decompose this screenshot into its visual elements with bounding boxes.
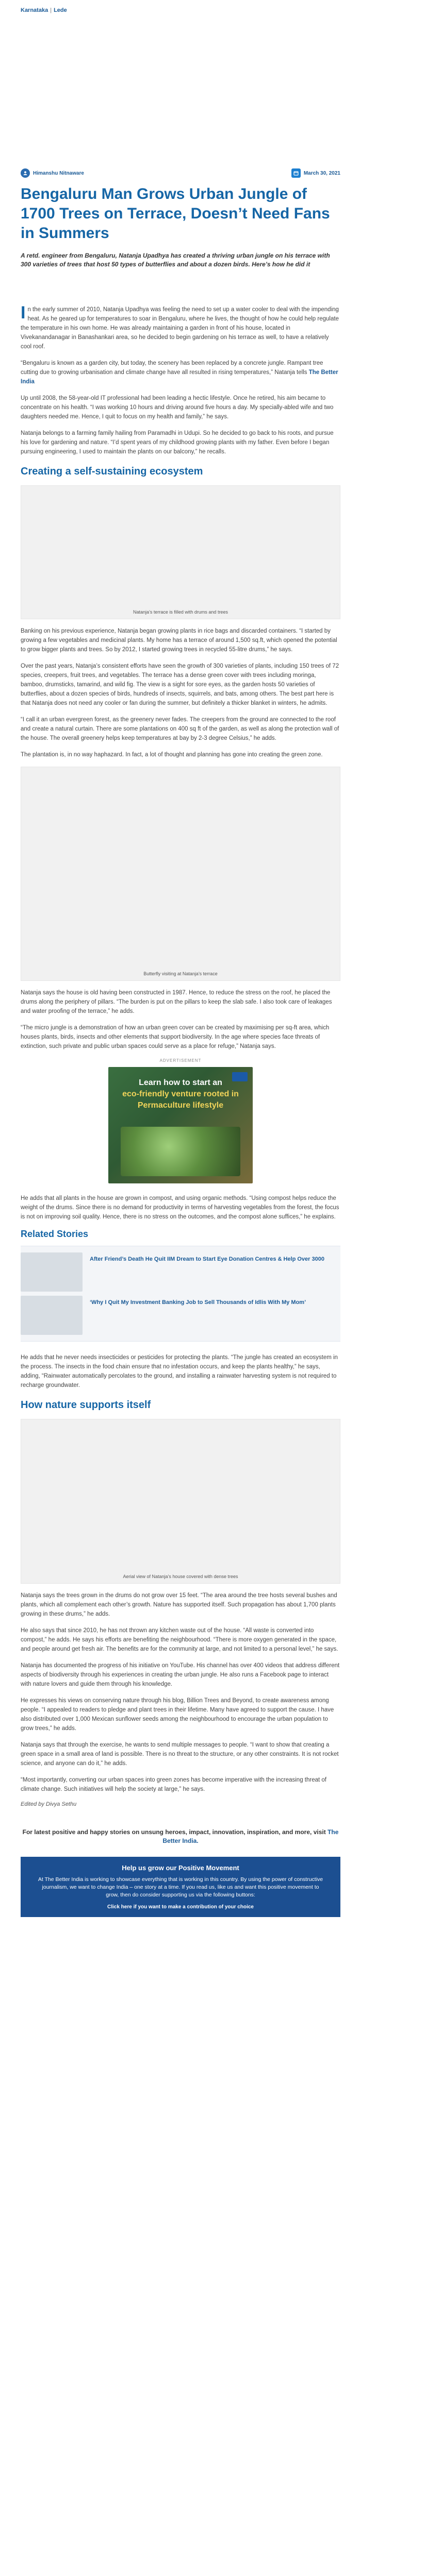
ad-line: eco-friendly venture rooted in [122, 1090, 239, 1098]
support-box [21, 1857, 340, 1917]
breadcrumb-item-karnataka[interactable]: Karnataka [21, 7, 48, 13]
ad-photo [121, 1127, 240, 1176]
calendar-icon [291, 168, 301, 178]
related-story-title[interactable]: After Friend’s Death He Quit IIM Dream to Start Eye Donation Centres & Help Over 3000 [90, 1256, 324, 1262]
paragraph: Up until 2008, the 58-year-old IT professional had been leading a hectic lifestyle. Once he retired, his aim became to concentrate on his health. “I was working 10 hours and driving around five hours a day. My specially-abled wife and two daughters needed me. Hence, I quit to focus on my health and family,” he says. [21, 395, 334, 420]
paragraph: He expresses his views on conserving nature through his blog, Billion Trees and Beyond, to create awareness among people. “I appealed to readers to pledge and plant trees in their lifetime. Many have agreed to support the cause. I have also distributed over 1,000 Mexican sunflower seeds among the neighbourhood to encourage the urban population to grow trees,” he adds. [21, 1698, 334, 1732]
section-heading: Creating a self-sustaining ecosystem [21, 466, 203, 477]
related-story-title[interactable]: ‘Why I Quit My Investment Banking Job to Sell Thousands of Idlis With My Mom’ [90, 1299, 306, 1306]
author-name[interactable]: Himanshu Nitnaware [33, 170, 84, 176]
image-caption: Aerial view of Natanja’s house covered with dense trees [123, 1574, 238, 1579]
paragraph: “Most importantly, converting our urban spaces into green zones has become imperative with the increasing threat of climate change. Such initiatives will help the society at large,” he says. [21, 1777, 326, 1792]
paragraph: Natanja has documented the progress of his initiative on YouTube. His channel has over 400 videos that address different aspects of biodiversity through his experiences in creating the urban jungle. He also runs a Facebook page to interact with nature lovers and guide them through his knowledge. [21, 1663, 340, 1687]
article-body [21, 305, 340, 1807]
section-heading: How nature supports itself [21, 1399, 151, 1411]
footer-cta-text: For latest positive and happy stories on unsung heroes, impact, innovation, inspiration, and more, visit [22, 1828, 326, 1836]
related-thumbnail[interactable] [21, 1252, 83, 1292]
paragraph: He also says that since 2010, he has not thrown any kitchen waste out of the house. “All waste is converted into compost,” he adds. He says his efforts are benefiting the neighbourhood. “There is more oxygen generated in the space, and people around get fresh air. The benefits are for the community at large, and not limited to a personal level,” he says. [21, 1628, 338, 1652]
paragraph: In the early summer of 2010, Natanja Upadhya was feeling the need to set up a water cooler to deal with the impending heat. As he geared up for temperatures to soar in Bengaluru, where he lives, the thought of how he could help regulate the temperature in his own home. He was already maintaining a garden in front of his house, located in Vivekanandanagar in Banashankari area, so he decided to begin gardening on his terrace as well, to have a relatively cool roof. [21, 303, 339, 350]
breadcrumb-item-lede[interactable]: Lede [54, 7, 67, 13]
related-stories-heading: Related Stories [21, 1229, 89, 1239]
footer-cta-link[interactable]: The Better India. [162, 1828, 339, 1844]
paragraph: “The micro jungle is a demonstration of how an urban green cover can be created by maximising per sq-ft area, which houses plants, birds, insects and other elements that support biodiversity. In the age where species face threats of extinction, such private and public urban spaces could serve as a place for refuge,” Natanja says. [21, 1025, 330, 1049]
paragraph: “I call it an urban evergreen forest, as the greenery never fades. The creepers from the ground are connected to the roof and create a natural curtain. There are some plantations on 400 sq ft of the garden, as well as along the protection wall of the house. The overall greenery helps keep temperatures at bay by 2-3 degree Celsius,” he adds. [21, 717, 339, 741]
paragraph: Natanja says that through the exercise, he wants to send multiple messages to people. “I want to show that creating a green space in a small area of land is possible. There is no threat to the structure, or any other constraints. It is not rocket science, and anyone can do it,” he adds. [21, 1742, 339, 1767]
user-icon [21, 168, 30, 178]
paragraph: He adds that all plants in the house are grown in compost, and using organic methods. “Using compost helps reduce the weight of the drums. Since there is no demand for productivity in terms of harvesting vegetables from the forest, the focus is not on improving soil quality. Hence, there is no stress on the outcomes, and the compost alone suffices,” he explains. [21, 1195, 339, 1220]
publish-date [291, 168, 340, 178]
ad-headline [121, 1077, 240, 1111]
image-caption: Butterfly visiting at Natanja’s terrace [143, 971, 218, 976]
paragraph: He adds that he never needs insecticides or pesticides for protecting the plants. “The jungle has created an ecosystem in the process. The insects in the food chain ensure that no infestation occurs, and keep the plants healthy,” he says, adding, “Rainwater automatically percolates to the ground, and installing a rainwater harvesting system is not required to recharge groundwater. [21, 1354, 338, 1388]
article-column [21, 0, 340, 1917]
breadcrumb-separator: | [50, 7, 52, 13]
paragraph: Banking on his previous experience, Natanja began growing plants in rice bags and discarded containers. “I started by growing a few vegetables and medicinal plants. My home has a terrace of around 1,500 sq.ft, which opened the potential to grow bigger plants and trees. So by 2012, I started growing trees in recycled 55-litre drums,” he says. [21, 628, 337, 653]
butterfly-image [21, 767, 340, 981]
related-story[interactable] [21, 1250, 340, 1294]
date-text: March 30, 2021 [303, 170, 340, 176]
ad-line: Permaculture lifestyle [137, 1101, 224, 1110]
author-byline[interactable] [21, 168, 84, 178]
image-caption: Natanja’s terrace is filled with drums and trees [133, 609, 228, 615]
related-stories [21, 1246, 340, 1342]
aerial-view-image [21, 1419, 340, 1584]
breadcrumb [21, 0, 340, 13]
paragraph: Natanja belongs to a farming family hailing from Paramadhi in Udupi. So he decided to go back to his roots, and pursue his love for gardening and nature. “I’d spent years of my childhood growing plants with my father. Even before I began pursuing engineering, I used to maintain the plants on our balcony,” he recalls. [21, 430, 334, 455]
related-thumbnail[interactable] [21, 1296, 83, 1335]
advertisement-banner[interactable] [108, 1067, 253, 1183]
paragraph: Natanja says the house is old having been constructed in 1987. Hence, to reduce the stress on the roof, he placed the drums along the periphery of pillars. “The burden is put on the pillars to keep the slab safe. I also took care of leakages and water proofing of the terrace,” he adds. [21, 990, 332, 1014]
advertisement-label: ADVERTISEMENT [159, 1058, 202, 1063]
paragraph: The plantation is, in no way haphazard. In fact, a lot of thought and planning has gone into creating the green zone. [21, 752, 323, 758]
article-subtitle: A retd. engineer from Bengaluru, Natanja Upadhya has created a thriving urban jungle on his terrace with 300 varieties of trees that host 50 types of butterflies and about a dozen birds. Here’s how he did it [21, 252, 330, 268]
the-better-india-link[interactable]: The Better India [21, 369, 338, 385]
ad-line: Learn how to start an [139, 1078, 222, 1087]
contribute-link[interactable]: Click here if you want to make a contribution of your choice [107, 1904, 254, 1910]
paragraph-text: “Bengaluru is known as a garden city, but today, the scenery has been replaced by a concrete jungle. Rampant tree cutting due to growing urbanisation and climate change have all resulted in rising temperatures,” Natanja tells [21, 360, 323, 376]
paragraph [21, 359, 340, 386]
article-title: Bengaluru Man Grows Urban Jungle of 1700 Trees on Terrace, Doesn’t Need Fans in Summers [21, 185, 330, 242]
article-meta [21, 167, 340, 179]
support-body: At The Better India is working to showcase everything that is working in this country. By using the power of constructive journalism, we want to change India – one story at a time. If you read us, like us and want this positive movement to grow, then do consider supporting us via the following buttons: [38, 1876, 323, 1898]
related-story[interactable] [21, 1294, 340, 1337]
hero-image-placeholder [21, 13, 340, 167]
support-heading: Help us grow our Positive Movement [122, 1864, 239, 1872]
paragraph: Natanja says the trees grown in the drums do not grow over 15 feet. “The area around the tree hosts several bushes and plants, which all complement each other’s growth. Nature has supported itself. Such propagation has about 1,700 plants growing in these drums,” he adds. [21, 1592, 337, 1617]
terrace-drums-image [21, 485, 340, 619]
editor-credit: Edited by Divya Sethu [21, 1801, 77, 1807]
footer-cta [21, 1828, 340, 1845]
paragraph: Over the past years, Natanja’s consistent efforts have seen the growth of 300 varieties of plants, including 150 trees of 72 species, creepers, fruit trees, and vegetables. The terrace has a dense green cover with trees including moringa, bamboo, drumsticks, tamarind, and wild fig. The view is a sight for sore eyes, as the garden hosts 50 varieties of butterflies, about a dozen species of birds, hundreds of insects, squirrels, and bats, among others. The best part here is that Natanja does not need any cooler or fan during the summer, but definitely a thicker blanket in winters, he admits. [21, 663, 339, 706]
